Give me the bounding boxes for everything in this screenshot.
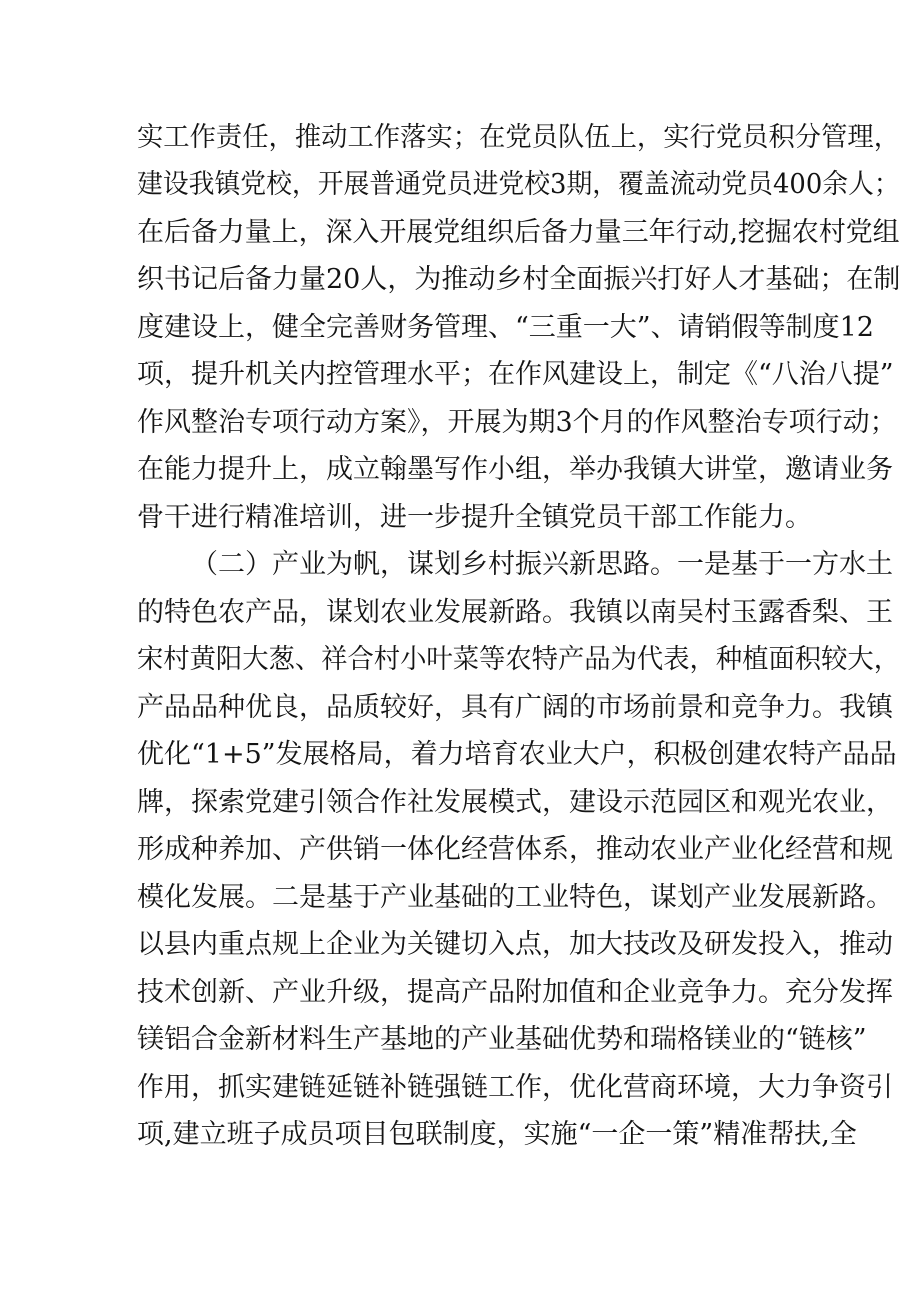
text-line-17: 模化发展。二是基于产业基础的工业特色，谋划产业发展新路。 [137, 882, 893, 913]
text-line-11: 的特色农产品，谋划农业发展新路。我镇以南吴村玉露香梨、王 [137, 597, 893, 628]
text-line-4: 织书记后备力量20人，为推动乡村全面振兴打好人才基础；在制 [137, 264, 901, 295]
text-line-20: 镁铝合金新材料生产基地的产业基础优势和瑞格镁业的“链核” [137, 1024, 867, 1055]
text-line-9: 骨干进行精准培训，进一步提升全镇党员干部工作能力。 [137, 502, 812, 533]
text-line-13: 产品品种优良，品质较好，具有广阔的市场前景和竞争力。我镇 [137, 692, 893, 723]
text-line-21: 作用，抓实建链延链补链强链工作，优化营商环境，大力争资引 [137, 1072, 893, 1103]
text-line-3: 在后备力量上，深入开展党组织后备力量三年行动,挖掘农村党组 [137, 217, 900, 248]
text-line-15: 牌，探索党建引领合作社发展模式，建设示范园区和观光农业， [137, 787, 893, 818]
text-line-18: 以县内重点规上企业为关键切入点，加大技改及研发投入，推动 [137, 929, 893, 960]
text-line-5: 度建设上，健全完善财务管理、“三重一大”、请销假等制度12 [137, 312, 874, 343]
text-line-14: 优化“1+5”发展格局，着力培育农业大户，积极创建农特产品品 [137, 739, 897, 770]
text-line-2: 建设我镇党校，开展普通党员进党校3期，覆盖流动党员400余人； [137, 169, 900, 200]
text-line-8: 在能力提升上，成立翰墨写作小组，举办我镇大讲堂，邀请业务 [137, 454, 893, 485]
section-heading-line: （二）产业为帆，谋划乡村振兴新思路。一是基于一方水土 [191, 549, 893, 580]
text-line-22: 项,建立班子成员项目包联制度，实施“一企一策”精准帮扶,全 [137, 1119, 857, 1150]
text-line-7: 作风整治专项行动方案》，开展为期3个月的作风整治专项行动； [137, 407, 897, 438]
text-line-1: 实工作责任，推动工作落实；在党员队伍上，实行党员积分管理， [137, 122, 900, 153]
text-line-6: 项，提升机关内控管理水平；在作风建设上，制定《“八治八提” [137, 359, 894, 390]
text-line-12: 宋村黄阳大葱、祥合村小叶菜等农特产品为代表，种植面积较大， [137, 644, 900, 675]
text-line-16: 形成种养加、产供销一体化经营体系，推动农业产业化经营和规 [137, 834, 893, 865]
text-line-19: 技术创新、产业升级，提高产品附加值和企业竞争力。充分发挥 [137, 977, 893, 1008]
